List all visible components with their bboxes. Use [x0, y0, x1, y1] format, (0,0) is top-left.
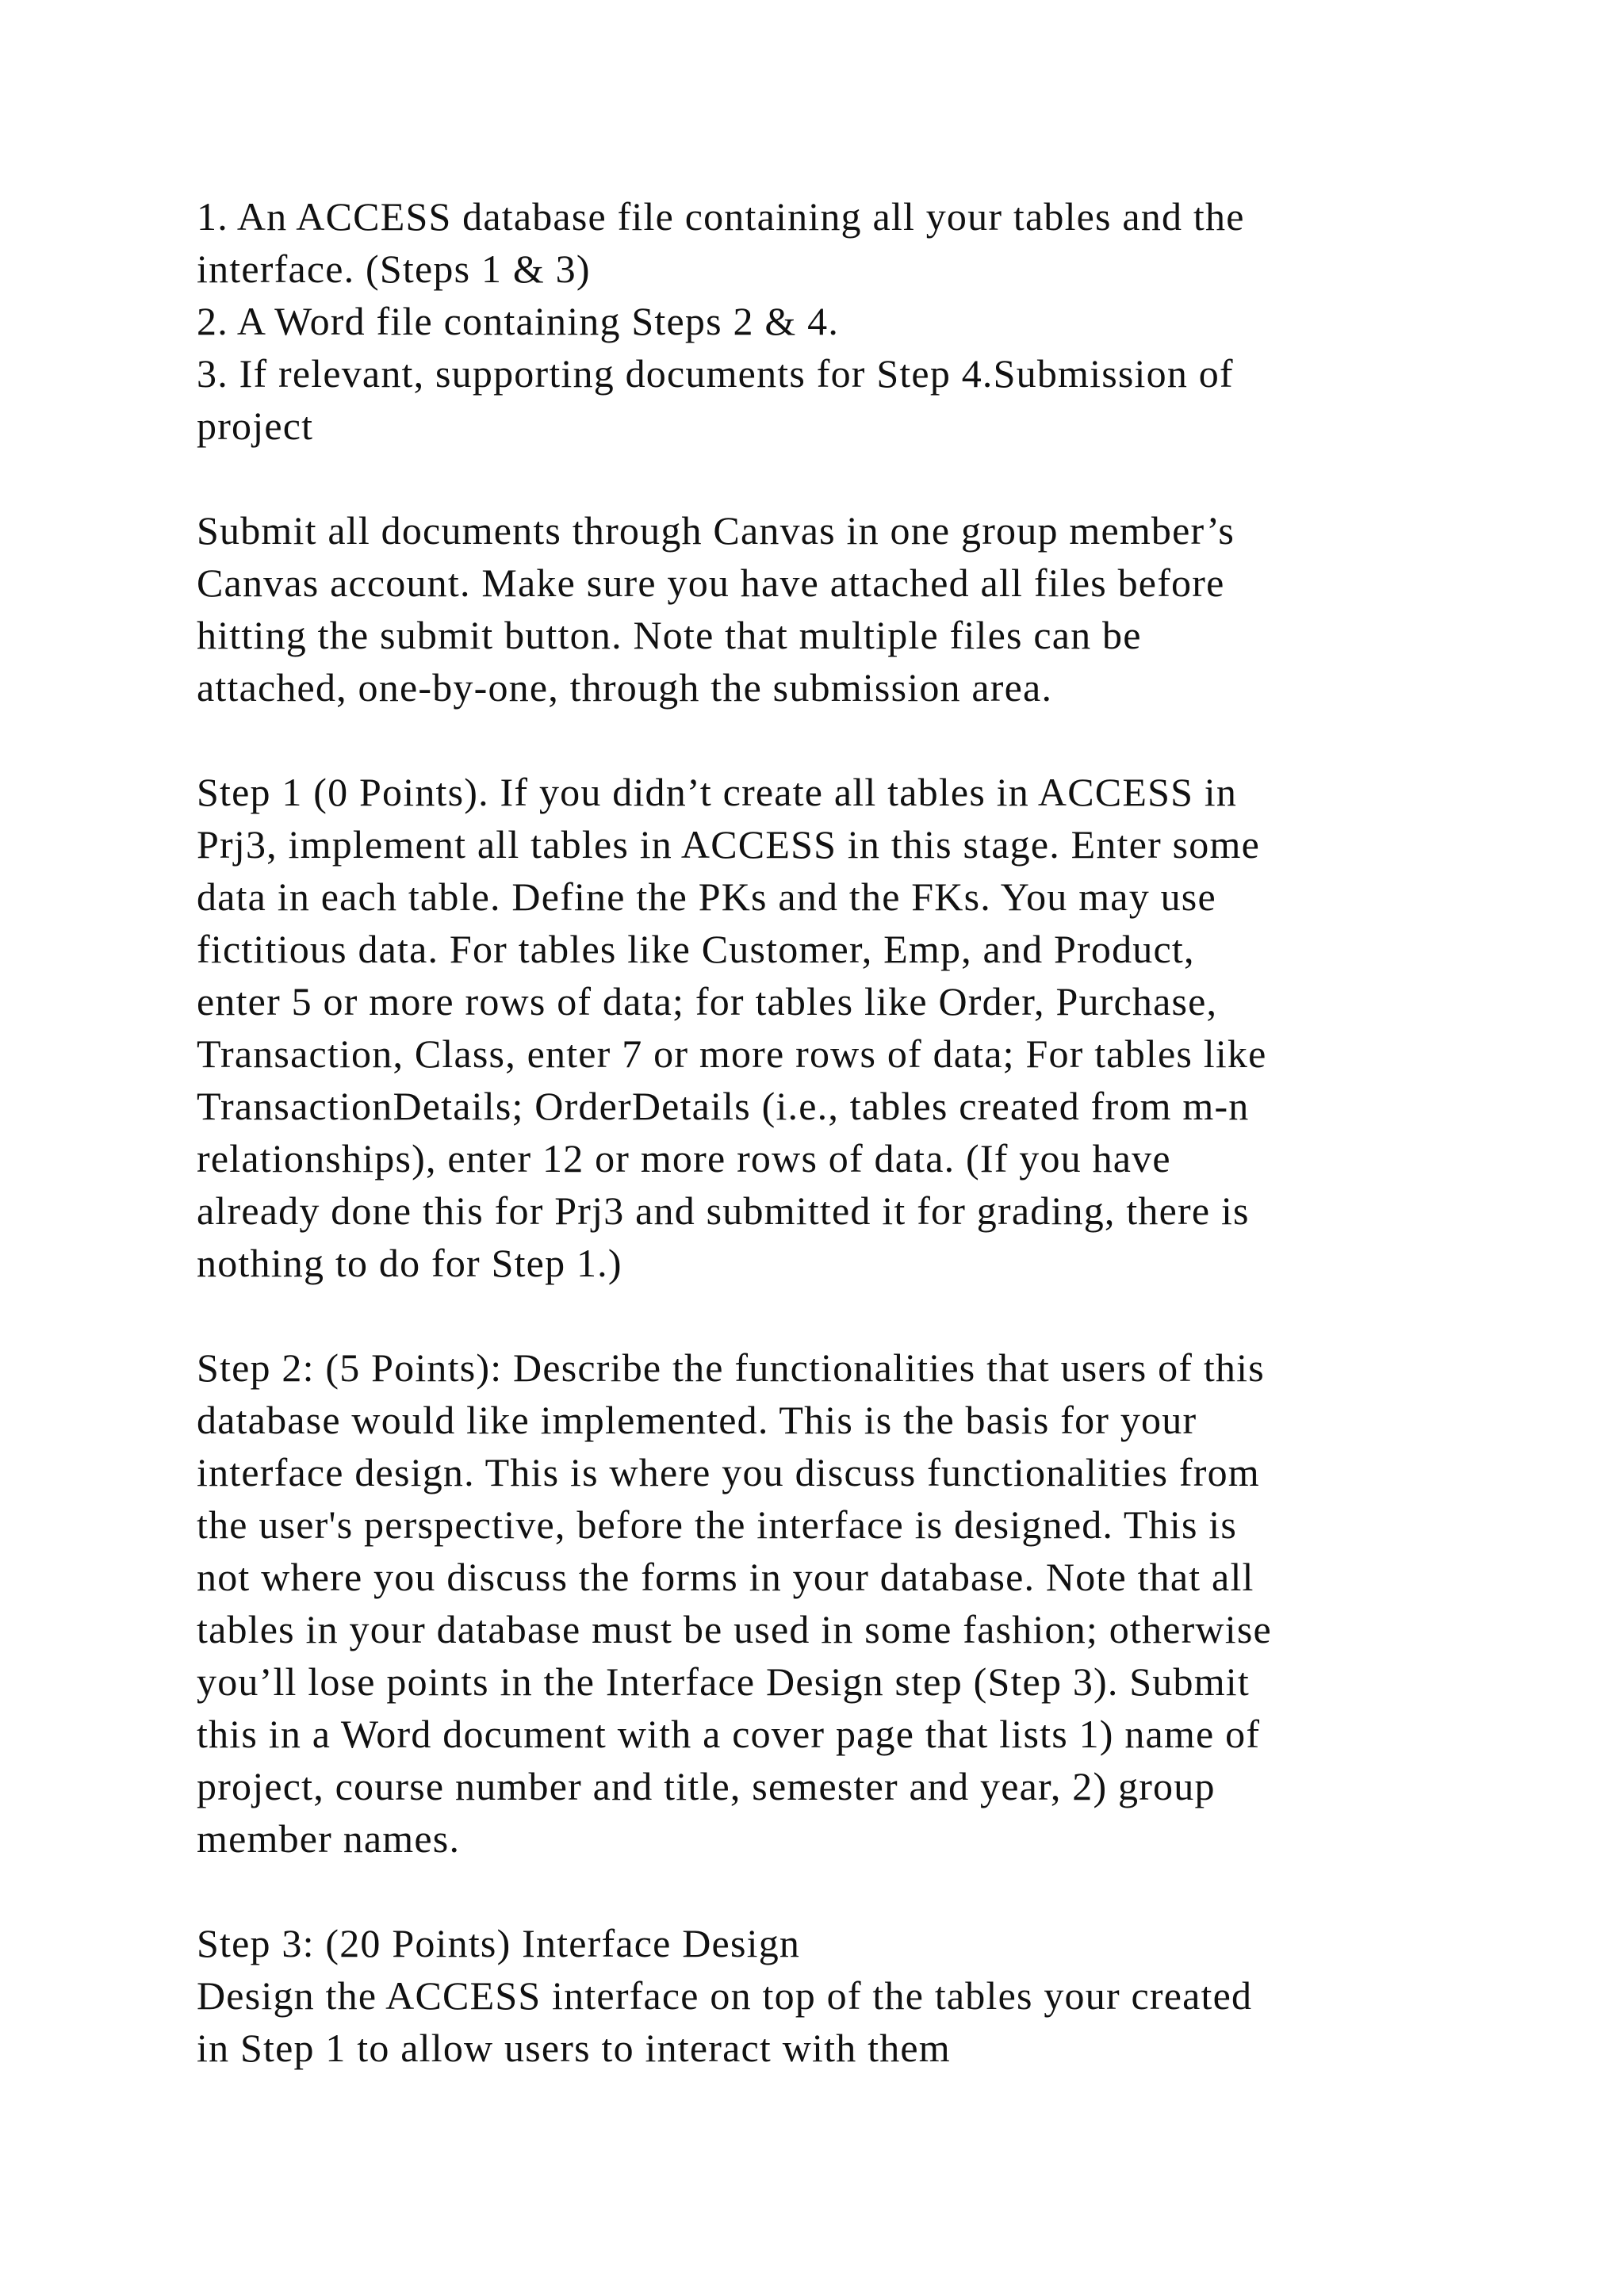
text-line: project, course number and title, semester and year, 2) group [197, 1764, 1216, 1808]
paragraph-gap [197, 452, 1465, 504]
text-line: fictitious data. For tables like Customer, Emp, and Product, [197, 927, 1195, 971]
text-line: interface. (Steps 1 & 3) [197, 247, 591, 291]
text-line: the user's perspective, before the interface is designed. This is [197, 1502, 1238, 1547]
text-line: nothing to do for Step 1.) [197, 1241, 622, 1285]
text-line: interface design. This is where you discuss functionalities from [197, 1450, 1260, 1494]
text-line: attached, one-by-one, through the submission area. [197, 665, 1053, 710]
text-line: 1. An ACCESS database file containing all your tables and the [197, 194, 1245, 239]
step2-paragraph [197, 1341, 1465, 1865]
text-line: data in each table. Define the PKs and the FKs. You may use [197, 874, 1216, 919]
paragraph-gap [197, 1865, 1465, 1917]
text-line: enter 5 or more rows of data; for tables like Order, Purchase, [197, 979, 1218, 1024]
text-line: database would like implemented. This is the basis for your [197, 1398, 1197, 1442]
text-line: TransactionDetails; OrderDetails (i.e., tables created from m-n [197, 1084, 1250, 1128]
text-line: Design the ACCESS interface on top of the tables your created [197, 1973, 1253, 2018]
section-heading: Step 3: (20 Points) Interface Design [197, 1921, 801, 1965]
step1-paragraph [197, 766, 1465, 1289]
text-line: hitting the submit button. Note that multiple files can be [197, 613, 1142, 657]
document-page [197, 190, 1465, 2074]
text-line: tables in your database must be used in some fashion; otherwise [197, 1607, 1272, 1651]
paragraph-gap [197, 714, 1465, 766]
text-line: Submit all documents through Canvas in one group member’s [197, 508, 1235, 553]
text-line: Prj3, implement all tables in ACCESS in this stage. Enter some [197, 822, 1260, 867]
text-line: 2. A Word file containing Steps 2 & 4. [197, 299, 840, 343]
deliverables-list [197, 190, 1465, 452]
text-line: Step 1 (0 Points). If you didn’t create all tables in ACCESS in [197, 770, 1238, 814]
text-line: relationships), enter 12 or more rows of data. (If you have [197, 1136, 1171, 1181]
text-line: 3. If relevant, supporting documents for Step 4.Submission of [197, 351, 1234, 396]
text-line: in Step 1 to allow users to interact with them [197, 2026, 951, 2070]
text-line: Canvas account. Make sure you have attached all files before [197, 561, 1225, 605]
submission-paragraph [197, 504, 1465, 714]
paragraph-gap [197, 1289, 1465, 1341]
text-line: this in a Word document with a cover page that lists 1) name of [197, 1712, 1261, 1756]
text-line: you’ll lose points in the Interface Design step (Step 3). Submit [197, 1659, 1250, 1704]
text-line: member names. [197, 1816, 461, 1861]
text-line: Step 2: (5 Points): Describe the functionalities that users of this [197, 1345, 1265, 1390]
text-line: not where you discuss the forms in your database. Note that all [197, 1555, 1254, 1599]
text-line: already done this for Prj3 and submitted it for grading, there is [197, 1188, 1250, 1233]
text-line: Transaction, Class, enter 7 or more rows of data; For tables like [197, 1031, 1267, 1076]
text-line: project [197, 404, 314, 448]
step3-paragraph [197, 1917, 1465, 2074]
